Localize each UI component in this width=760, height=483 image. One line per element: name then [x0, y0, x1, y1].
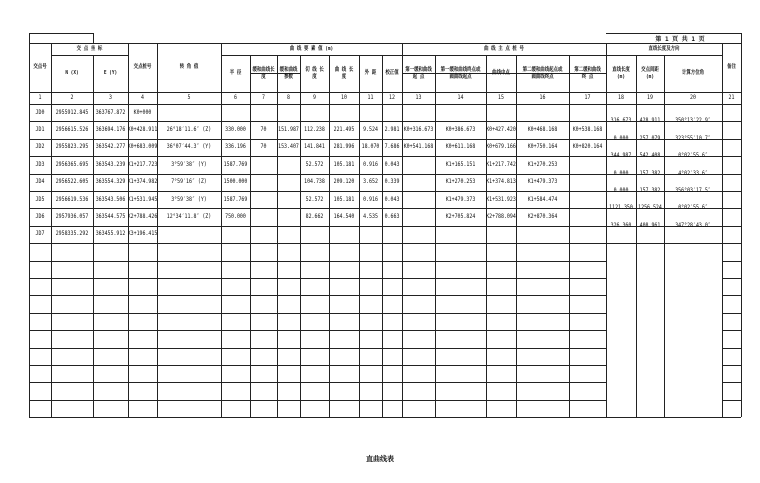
column-number: 8: [287, 94, 290, 101]
segment-jd-dist: 157.382: [639, 169, 661, 177]
table-cell: 750.000: [225, 213, 246, 221]
table-cell: 363767.872: [95, 108, 126, 116]
segment-jd-dist: 157.382: [639, 186, 661, 194]
table-cell: 363543.239: [95, 160, 126, 168]
table-cell: K0+316.673: [403, 126, 434, 134]
table-cell: K1+584.474: [527, 195, 558, 203]
table-cell: 7°59′16″ (Z): [171, 178, 207, 186]
header-straight: 直线长度及方向: [648, 45, 680, 52]
table-cell: K1+217.723: [127, 160, 158, 168]
segment-jd-dist: 428.911: [639, 117, 661, 125]
header-tangent: 切 线 长 度: [305, 66, 324, 80]
table-cell: 0.663: [384, 213, 400, 221]
table-cell: [572, 191, 602, 208]
header-yh: 第二缓和曲线起点或圆曲线终点: [522, 66, 563, 80]
column-number: 14: [457, 94, 464, 101]
header-jd-dist: 交点间距 (m): [641, 66, 659, 80]
table-cell: [440, 104, 482, 121]
table-cell: K0+000: [133, 108, 152, 116]
column-number: 19: [647, 94, 653, 101]
table-cell: 82.662: [305, 213, 324, 221]
table-cell: K1+479.373: [445, 195, 476, 203]
table-cell: 36°07′44.3″ (Y): [166, 143, 212, 151]
column-number: 2: [70, 94, 74, 101]
table-cell: [489, 226, 514, 243]
table-cell: K0+468.168: [527, 126, 558, 134]
header-coords: 交 点 坐 标: [76, 45, 103, 52]
column-number: 16: [539, 94, 546, 101]
table-cell: [489, 104, 514, 121]
table-cell: 363542.277: [95, 143, 126, 151]
table-cell: 363455.912: [95, 230, 126, 238]
header-correction: 校正值: [385, 70, 399, 76]
table-cell: 1587.769: [223, 195, 248, 203]
header-azimuth: 计算方位角: [681, 70, 705, 76]
table-cell: [252, 174, 274, 191]
header-curve-elements: 曲 线 要 素 值 (m): [289, 45, 334, 52]
segment-straight-len: 0.000: [613, 169, 629, 177]
table-cell: 3°59′38″ (Y): [171, 160, 207, 168]
table-cell: K0+428.911: [127, 126, 158, 134]
column-number: 10: [341, 94, 347, 101]
table-cell: K0+386.673: [445, 126, 476, 134]
table-cell: K1+270.253: [445, 178, 476, 186]
header-e-y: E (Y): [103, 70, 118, 76]
table-cell: 2956619.536: [55, 195, 89, 203]
table-cell: [252, 156, 274, 173]
table-cell: 1500.000: [223, 178, 248, 186]
table-cell: [405, 191, 432, 208]
segment-straight-len: 326.360: [610, 221, 632, 229]
table-cell: 0.043: [384, 160, 400, 168]
header-jd-no: 交点号: [33, 64, 47, 70]
table-cell: [252, 191, 274, 208]
table-cell: 3°59′38″ (Y): [171, 195, 207, 203]
table-cell: JD5: [35, 195, 45, 203]
table-cell: [384, 226, 400, 243]
table-cell: 105.181: [333, 160, 355, 168]
table-cell: [572, 104, 602, 121]
table-cell: K2+705.824: [445, 213, 476, 221]
table-cell: K0+541.168: [403, 143, 434, 151]
table-cell: JD0: [35, 108, 45, 116]
table-cell: [361, 226, 380, 243]
header-n-x: N (X): [65, 70, 79, 76]
table-cell: [572, 174, 602, 191]
table-cell: 2.981: [384, 126, 400, 134]
table-cell: 0.043: [384, 195, 400, 203]
table-cell: 363694.176: [95, 126, 126, 134]
table-cell: K0+683.009: [127, 143, 158, 151]
header-qz: 曲线中点: [492, 70, 510, 76]
table-cell: 153.407: [278, 143, 299, 151]
table-cell: K0+820.164: [572, 143, 603, 151]
table-cell: 52.572: [305, 160, 324, 168]
header-zh: 第一缓和曲线起 点: [405, 66, 432, 80]
table-cell: K0+538.168: [572, 126, 603, 134]
header-external: 外 距: [364, 70, 377, 76]
table-cell: [405, 174, 432, 191]
table-cell: [332, 104, 357, 121]
header-hz: 第二缓和曲线终 点: [574, 66, 601, 80]
table-cell: K1+217.742: [486, 160, 516, 168]
table-cell: 3.652: [363, 178, 378, 186]
segment-jd-dist: 1256.524: [638, 204, 662, 212]
table-cell: [521, 104, 564, 121]
page-label: 第 1 页 共 1 页: [655, 36, 705, 43]
header-curve-len: 曲 线 长 度: [334, 66, 354, 80]
segment-jd-dist: 542.408: [639, 152, 661, 160]
table-cell: [303, 104, 327, 121]
segment-azimuth: 350°13′22.9″: [675, 117, 711, 125]
table-cell: JD6: [35, 213, 45, 221]
table-cell: [572, 226, 602, 243]
segment-azimuth: 0°02′55.6″: [678, 152, 708, 160]
table-cell: [572, 208, 602, 225]
table-cell: 2958335.292: [55, 230, 89, 238]
table-cell: [405, 156, 432, 173]
table-cell: [224, 104, 248, 121]
table-cell: K0+427.420: [486, 126, 516, 134]
table-cell: [224, 226, 248, 243]
table-cell: 363543.506: [95, 195, 126, 203]
header-angle: 转 角 值: [179, 64, 199, 70]
column-number: 6: [234, 94, 237, 101]
column-number: 5: [187, 94, 191, 101]
table-cell: 164.540: [333, 213, 355, 221]
table-cell: K1+374.813: [486, 178, 516, 186]
table-cell: 2955823.295: [55, 143, 89, 151]
table-cell: [279, 156, 298, 173]
column-number: 12: [389, 94, 395, 101]
segment-straight-len: 1121.350: [609, 204, 633, 212]
table-cell: 52.572: [305, 195, 324, 203]
table-cell: 2956615.526: [55, 126, 89, 134]
table-cell: 2956522.605: [55, 178, 89, 186]
table-cell: [163, 226, 215, 243]
column-number: 7: [262, 94, 265, 101]
header-hy: 第一缓和曲线终点或圆曲线起点: [440, 66, 481, 80]
table-cell: JD1: [35, 126, 45, 134]
table-cell: 363544.575: [95, 213, 126, 221]
table-cell: K2+788.094: [486, 213, 516, 221]
segment-azimuth: 347°28′43.0″: [675, 221, 711, 229]
table-cell: 0.916: [363, 160, 378, 168]
table-cell: [279, 226, 298, 243]
table-cell: [279, 104, 298, 121]
segment-straight-len: 0.000: [613, 134, 629, 142]
table-cell: 105.181: [333, 195, 355, 203]
table-cell: JD3: [35, 160, 45, 168]
table-cell: K2+788.426: [127, 213, 158, 221]
table-cell: K1+165.151: [445, 160, 476, 168]
column-number: 4: [141, 94, 144, 101]
table-cell: 12°34′11.8″ (Z): [166, 213, 212, 221]
table-cell: 4.535: [363, 213, 378, 221]
table-cell: [279, 174, 298, 191]
table-cell: 104.738: [304, 178, 325, 186]
table-cell: 2956365.695: [55, 160, 89, 168]
segment-azimuth: 356°03′17.5″: [675, 186, 711, 194]
column-number: 11: [367, 94, 374, 101]
table-cell: K0+750.164: [527, 143, 558, 151]
table-cell: [384, 104, 400, 121]
table-cell: 0.916: [363, 195, 378, 203]
column-number: 13: [415, 94, 422, 101]
table-cell: K1+270.253: [527, 160, 558, 168]
table-cell: [440, 226, 482, 243]
header-remark: 备注: [727, 64, 736, 70]
table-cell: K0+679.166: [486, 143, 516, 151]
segment-straight-len: 344.987: [610, 152, 632, 160]
header-a1: 缓和曲线参数: [279, 66, 298, 80]
table-cell: 2957936.057: [55, 213, 89, 221]
footer-title: 直曲线表: [366, 455, 394, 463]
table-cell: [521, 226, 564, 243]
table-cell: 26°18′11.6″ (Z): [166, 126, 212, 134]
header-jd-station: 交点桩号: [133, 64, 152, 70]
table-cell: 281.996: [333, 143, 355, 151]
table-cell: [572, 156, 602, 173]
table-cell: 2955912.845: [55, 108, 89, 116]
column-number: 17: [584, 94, 591, 101]
column-number: 1: [38, 94, 42, 101]
table-cell: [332, 226, 357, 243]
segment-jd-dist: 257.079: [639, 134, 661, 142]
table-cell: 336.196: [225, 143, 246, 151]
table-cell: 0.339: [384, 178, 400, 186]
table-cell: 141.841: [304, 143, 325, 151]
column-number: 18: [618, 94, 624, 101]
header-main-points: 曲 线 主 点 桩 号: [484, 45, 524, 52]
table-cell: 9.524: [363, 126, 378, 134]
table-cell: 1587.769: [223, 160, 248, 168]
table-cell: JD7: [35, 230, 45, 238]
table-cell: 70: [260, 126, 267, 134]
segment-azimuth: 4°02′33.6″: [678, 169, 708, 177]
column-number: 20: [690, 94, 696, 101]
table-cell: [405, 208, 432, 225]
table-cell: 209.120: [333, 178, 355, 186]
table-cell: K1+531.923: [486, 195, 516, 203]
header-ls1: 缓和曲线长度: [252, 66, 275, 80]
table-cell: JD4: [35, 178, 45, 186]
table-cell: [252, 104, 274, 121]
table-cell: [279, 208, 298, 225]
table-cell: 330.000: [225, 126, 246, 134]
header-straight-len: 直线长度 (m): [612, 66, 630, 80]
segment-straight-len: 0.000: [613, 186, 629, 194]
table-cell: K1+374.982: [127, 178, 158, 186]
segment-straight-len: 316.673: [610, 117, 632, 125]
segment-jd-dist: 408.961: [639, 221, 661, 229]
table-cell: 112.238: [304, 126, 325, 134]
segment-azimuth: 323°55′10.7″: [675, 134, 711, 142]
table-cell: JD2: [35, 143, 45, 151]
table-cell: [163, 104, 215, 121]
column-number: 21: [728, 94, 735, 101]
table-cell: K1+479.373: [527, 178, 558, 186]
table-cell: 221.495: [333, 126, 355, 134]
header-radius: 半 径: [229, 70, 242, 76]
table-cell: K0+611.168: [445, 143, 476, 151]
segment-azimuth: 0°02′55.6″: [678, 204, 708, 212]
table-cell: K3+196.415: [127, 230, 158, 238]
table-cell: 151.987: [278, 126, 299, 134]
table-cell: 363554.329: [95, 178, 126, 186]
table-cell: 18.070: [361, 143, 380, 151]
table-cell: [252, 208, 274, 225]
table-cell: [252, 226, 274, 243]
table-cell: [405, 226, 432, 243]
table-cell: 7.686: [384, 143, 400, 151]
table-cell: K1+531.945: [127, 195, 158, 203]
column-number: 15: [498, 94, 504, 101]
table-cell: 70: [260, 143, 267, 151]
table-cell: [279, 191, 298, 208]
column-number: 9: [313, 94, 316, 101]
table-cell: [405, 104, 432, 121]
table-cell: [361, 104, 380, 121]
table-cell: [303, 226, 327, 243]
table-cell: K2+870.364: [527, 213, 558, 221]
column-number: 3: [109, 94, 112, 101]
